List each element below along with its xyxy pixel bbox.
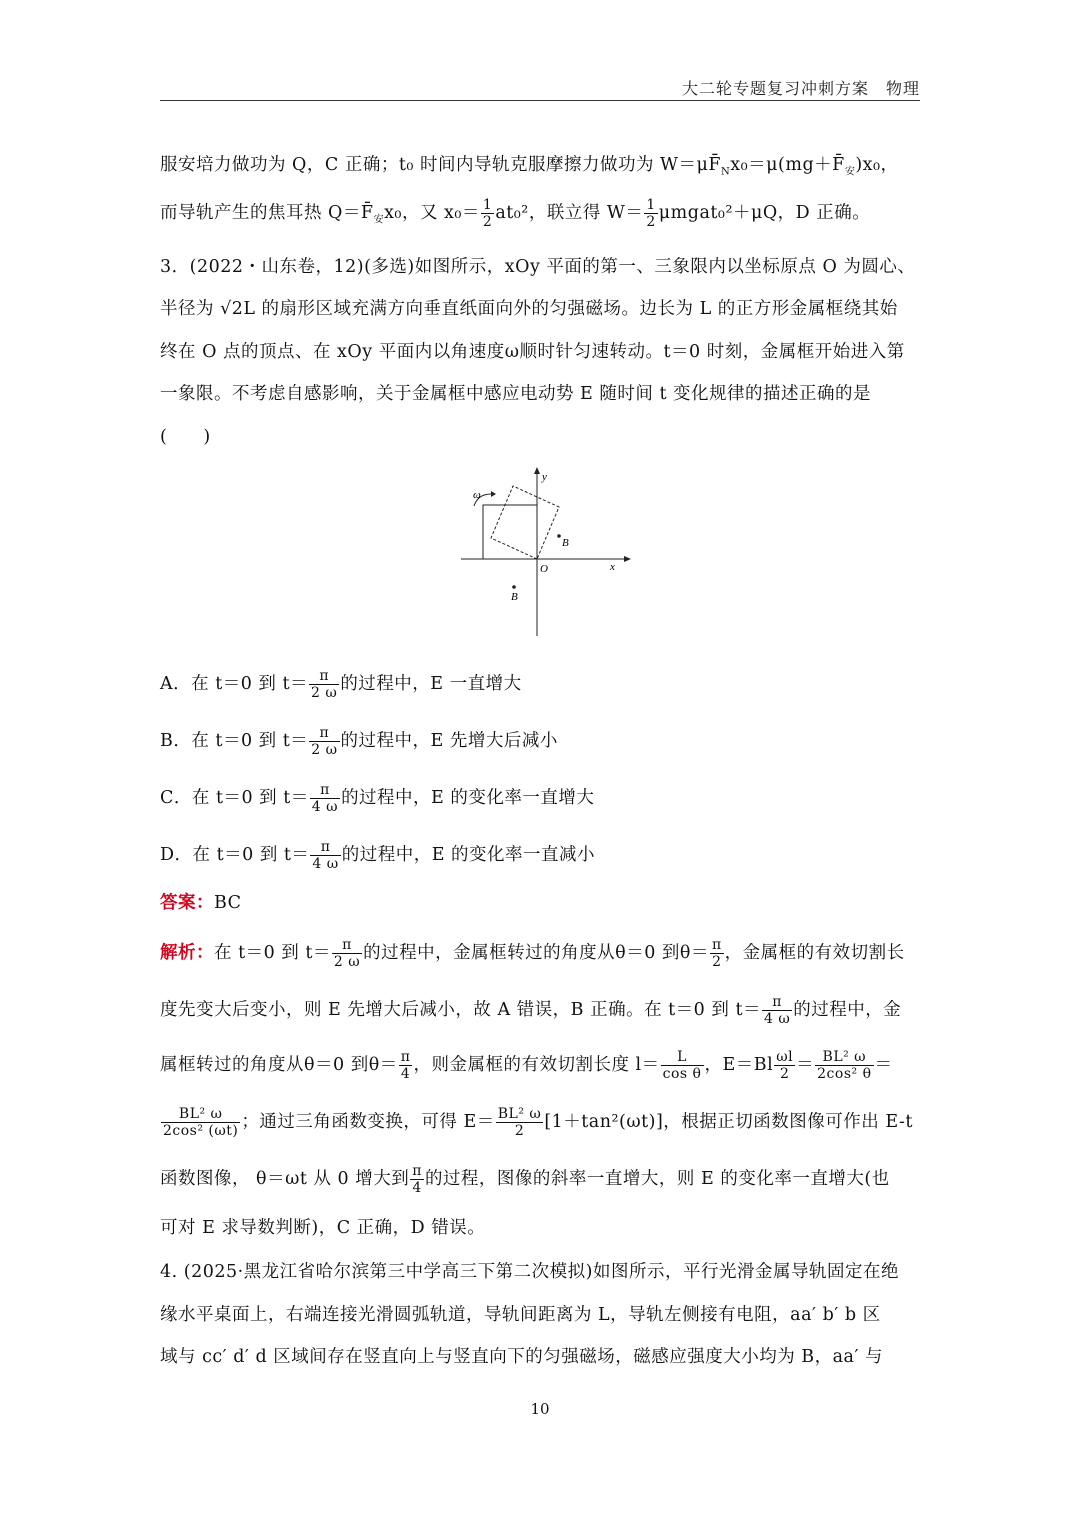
question-3-line: 3．(2022・山东卷，12)(多选)如图所示，xOy 平面的第一、三象限内以坐标原点 O 为圆心、 bbox=[160, 257, 916, 277]
x-label: x bbox=[610, 561, 615, 573]
b-label-2: B bbox=[511, 591, 518, 603]
explanation-line: 函数图像， θ＝ωt 从 0 增大到 $\frac{\pi}{4}$ 的过程，图像的斜率一直增大，则 E 的变化率一直增大(也 bbox=[160, 1163, 890, 1196]
rotating-frame-figure bbox=[456, 464, 636, 639]
answer-value: BC bbox=[214, 893, 242, 913]
explanation-line: 可对 E 求导数判断)，C 正确，D 错误。 bbox=[160, 1218, 486, 1238]
field-point-2 bbox=[512, 585, 516, 589]
question-4-line: 域与 cc′ d′ d 区域间存在竖直向上与竖直向下的匀强磁场，磁感应强度大小均为 B，aa′ 与 bbox=[160, 1347, 884, 1367]
answer-label: 答案： bbox=[160, 893, 214, 913]
question-3-line: 一象限。不考虑自感影响，关于金属框中感应电动势 E 随时间 t 变化规律的描述正确的是 bbox=[160, 384, 872, 404]
explanation-label: 解析： bbox=[160, 943, 214, 963]
option-d: D．在 t＝0 到 t＝ $\frac{\pi}{4 \omega}$ 的过程中，E 的变化率一直减小 bbox=[160, 839, 596, 872]
question-4-line: 4. (2025·黑龙江省哈尔滨第三中学高三下第二次模拟)如图所示，平行光滑金属导轨固定在绝 bbox=[160, 1262, 900, 1282]
question-4-line: 缘水平桌面上，右端连接光滑圆弧轨道，导轨间距离为 L，导轨左侧接有电阻，aa′ b′ b 区 bbox=[160, 1305, 881, 1325]
option-b: B．在 t＝0 到 t＝ $\frac{\pi}{2 \omega}$ 的过程中，E 先增大后减小 bbox=[160, 725, 558, 758]
header-rule bbox=[160, 100, 920, 101]
y-axis-arrow-icon bbox=[534, 467, 540, 474]
question-3-line: 终在 O 点的顶点、在 xOy 平面内以角速度ω顺时针匀速转动。t＝0 时刻，金属框开始进入第 bbox=[160, 342, 905, 362]
option-c: C．在 t＝0 到 t＝ $\frac{\pi}{4 \omega}$ 的过程中，E 的变化率一直增大 bbox=[160, 782, 595, 815]
text-line: 服安培力做功为 Q，C 正确；t₀ 时间内导轨克服摩擦力做功为 $W=\mu F̄_Nx_0=\mu(mg+F̄_安)x_0$， bbox=[160, 155, 899, 178]
question-3-line: 半径为 √2L 的扇形区域充满方向垂直纸面向外的匀强磁场。边长为 L 的正方形金属框绕其始 bbox=[160, 299, 898, 319]
fraction: $\frac{1}{2}$ bbox=[482, 197, 493, 230]
square-frame-initial bbox=[483, 505, 537, 559]
explanation-line: 度先变大后变小，则 E 先增大后减小，故 A 错误，B 正确。在 t＝0 到 t＝ $\frac{\pi}{4 \omega}$ 的过程中，金 bbox=[160, 994, 902, 1027]
y-label: y bbox=[542, 471, 547, 483]
square-frame-rotated bbox=[491, 486, 559, 559]
x-axis-arrow-icon bbox=[624, 556, 631, 562]
sqrt-icon: √ bbox=[220, 299, 232, 319]
field-point-1 bbox=[557, 534, 561, 538]
header-title: 大二轮专题复习冲刺方案 物理 bbox=[681, 79, 920, 98]
explanation-line: 属框转过的角度从θ＝0 到θ＝ $\frac{\pi}{4}$ ，则金属框的有效切割长度 l＝ $\frac{L}{\text{cos θ}}$ ，E＝Bl $\frac{\omega l}{2}$ ＝ $\frac{\text{BL² ω}}{\text{2cos² θ}}$ ＝ bbox=[160, 1049, 893, 1082]
answer-line bbox=[160, 890, 920, 916]
text-line: 而导轨产生的焦耳热 $Q=F̄_安x_0$，又 x₀＝ $\frac{1}{2}$ at₀²，联立得 W＝ $\frac{1}{2}$ μmgat₀²＋μQ，D 正确。 bbox=[160, 197, 871, 230]
option-a: A．在 t＝0 到 t＝ $\frac{\pi}{2 \omega}$ 的过程中，E 一直增大 bbox=[160, 668, 522, 701]
page-number: 10 bbox=[530, 1400, 550, 1418]
rotation-arrowhead-icon bbox=[491, 491, 496, 497]
explanation-line: 解析：在 t＝0 到 t＝ $\frac{\pi}{2 \omega}$ 的过程中，金属框转过的角度从θ＝0 到θ＝ $\frac{\pi}{2}$ ，金属框的有效切割长 bbox=[160, 937, 905, 970]
omega-label: ω bbox=[473, 489, 481, 501]
fraction: $\frac{1}{2}$ bbox=[646, 197, 656, 230]
explanation-line: $\frac{\text{BL² ω}}{\text{2cos² (ωt)}}$ ；通过三角函数变换，可得 E＝ $\frac{\text{BL² ω}}{2}$ [1＋tan²(ωt)]，根据正切函数图像可作出 E-t bbox=[163, 1106, 913, 1139]
question-3-line: ( ) bbox=[160, 427, 211, 447]
b-label-1: B bbox=[562, 537, 569, 549]
origin-label: O bbox=[540, 563, 548, 575]
